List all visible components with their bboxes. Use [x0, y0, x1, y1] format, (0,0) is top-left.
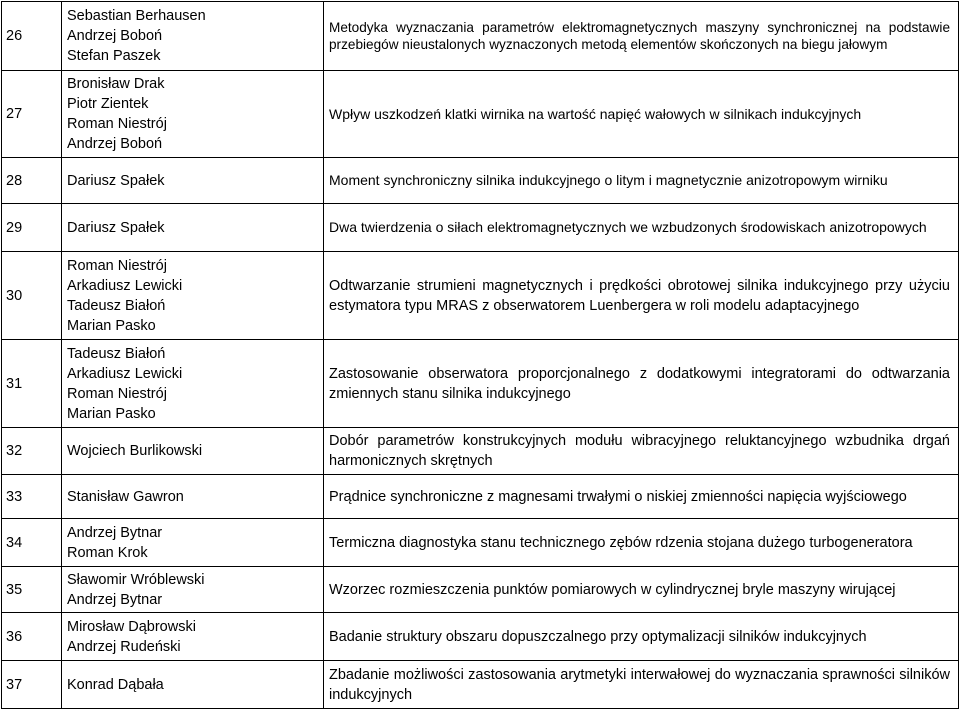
author-list — [62, 252, 324, 340]
paper-title: Wpływ uszkodzeń klatki wirnika na wartość napięć wałowych w silnikach indukcyjnych — [324, 71, 959, 158]
author-name: Arkadiusz Lewicki — [67, 365, 183, 382]
table-row — [2, 428, 959, 475]
author-name: Andrzej Rudeński — [67, 638, 181, 655]
row-number: 35 — [2, 567, 62, 613]
row-number: 37 — [2, 661, 62, 709]
author-name: Roman Niestrój — [67, 257, 167, 274]
author-list — [62, 428, 324, 475]
row-number: 30 — [2, 252, 62, 340]
paper-title: Zbadanie możliwości zastosowania arytmetyki interwałowej do wyznaczania sprawności silników indukcyjnych — [324, 661, 959, 709]
publication-table — [1, 1, 959, 709]
author-name: Arkadiusz Lewicki — [67, 277, 183, 294]
row-number: 26 — [2, 2, 62, 71]
paper-title: Termiczna diagnostyka stanu technicznego zębów rdzenia stojana dużego turbogeneratora — [324, 519, 959, 567]
table-row — [2, 519, 959, 567]
table-row — [2, 613, 959, 661]
author-name: Konrad Dąbała — [67, 676, 164, 693]
table-row — [2, 340, 959, 428]
author-name: Tadeusz Białoń — [67, 345, 166, 362]
table-row — [2, 252, 959, 340]
paper-title: Dobór parametrów konstrukcyjnych modułu wibracyjnego reluktancyjnego wzbudnika drgań harmonicznych skrętnych — [324, 428, 959, 475]
author-name: Stanisław Gawron — [67, 488, 184, 505]
paper-title: Odtwarzanie strumieni magnetycznych i prędkości obrotowej silnika indukcyjnego przy użyciu estymatora typu MRAS z obserwatorem Luenbergera w roli modelu adaptacyjnego — [324, 252, 959, 340]
table-row — [2, 204, 959, 252]
table-row — [2, 475, 959, 519]
author-name: Sebastian Berhausen — [67, 8, 206, 24]
row-number: 27 — [2, 71, 62, 158]
paper-title: Badanie struktury obszaru dopuszczalnego przy optymalizacji silników indukcyjnych — [324, 613, 959, 661]
author-name: Tadeusz Białoń — [67, 297, 166, 314]
paper-title: Wzorzec rozmieszczenia punktów pomiarowych w cylindrycznej bryle maszyny wirującej — [324, 567, 959, 613]
author-name: Marian Pasko — [67, 317, 156, 334]
author-name: Dariusz Spałek — [67, 172, 165, 189]
author-name: Andrzej Bytnar — [67, 524, 163, 541]
author-list — [62, 158, 324, 204]
author-list — [62, 475, 324, 519]
author-name: Roman Niestrój — [67, 385, 167, 402]
paper-title: Metodyka wyznaczania parametrów elektromagnetycznych maszyny synchronicznej na podstawie przebiegów nieustalonych wyznaczonych metodą elementów skończonych na biegu jałowym — [324, 2, 959, 71]
row-number: 33 — [2, 475, 62, 519]
author-list — [62, 71, 324, 158]
author-name: Piotr Zientek — [67, 96, 149, 112]
paper-title: Moment synchroniczny silnika indukcyjnego o litym i magnetycznie anizotropowym wirniku — [324, 158, 959, 204]
row-number: 29 — [2, 204, 62, 252]
author-name: Marian Pasko — [67, 405, 156, 422]
table-row — [2, 2, 959, 71]
author-list — [62, 613, 324, 661]
author-list — [62, 567, 324, 613]
author-name: Stefan Paszek — [67, 48, 161, 64]
author-list — [62, 340, 324, 428]
table-row — [2, 567, 959, 613]
author-name: Andrzej Boboń — [67, 136, 163, 152]
author-name: Mirosław Dąbrowski — [67, 618, 196, 635]
author-name: Bronisław Drak — [67, 76, 165, 92]
row-number: 28 — [2, 158, 62, 204]
author-name: Andrzej Boboń — [67, 28, 163, 44]
table-row — [2, 158, 959, 204]
row-number: 32 — [2, 428, 62, 475]
author-list — [62, 661, 324, 709]
table-row — [2, 71, 959, 158]
paper-title: Zastosowanie obserwatora proporcjonalnego z dodatkowymi integratorami do odtwarzania zmiennych stanu silnika indukcyjnego — [324, 340, 959, 428]
author-name: Wojciech Burlikowski — [67, 443, 203, 459]
row-number: 34 — [2, 519, 62, 567]
author-name: Andrzej Bytnar — [67, 591, 163, 608]
author-list — [62, 519, 324, 567]
author-name: Dariusz Spałek — [67, 219, 165, 236]
author-name: Roman Niestrój — [67, 116, 167, 132]
row-number: 36 — [2, 613, 62, 661]
author-list — [62, 204, 324, 252]
table-row — [2, 661, 959, 709]
author-name: Roman Krok — [67, 544, 148, 561]
paper-title: Dwa twierdzenia o siłach elektromagnetycznych we wzbudzonych środowiskach anizotropowych — [324, 204, 959, 252]
paper-title: Prądnice synchroniczne z magnesami trwałymi o niskiej zmienności napięcia wyjściowego — [324, 475, 959, 519]
author-name: Sławomir Wróblewski — [67, 571, 205, 588]
row-number: 31 — [2, 340, 62, 428]
author-list — [62, 2, 324, 71]
